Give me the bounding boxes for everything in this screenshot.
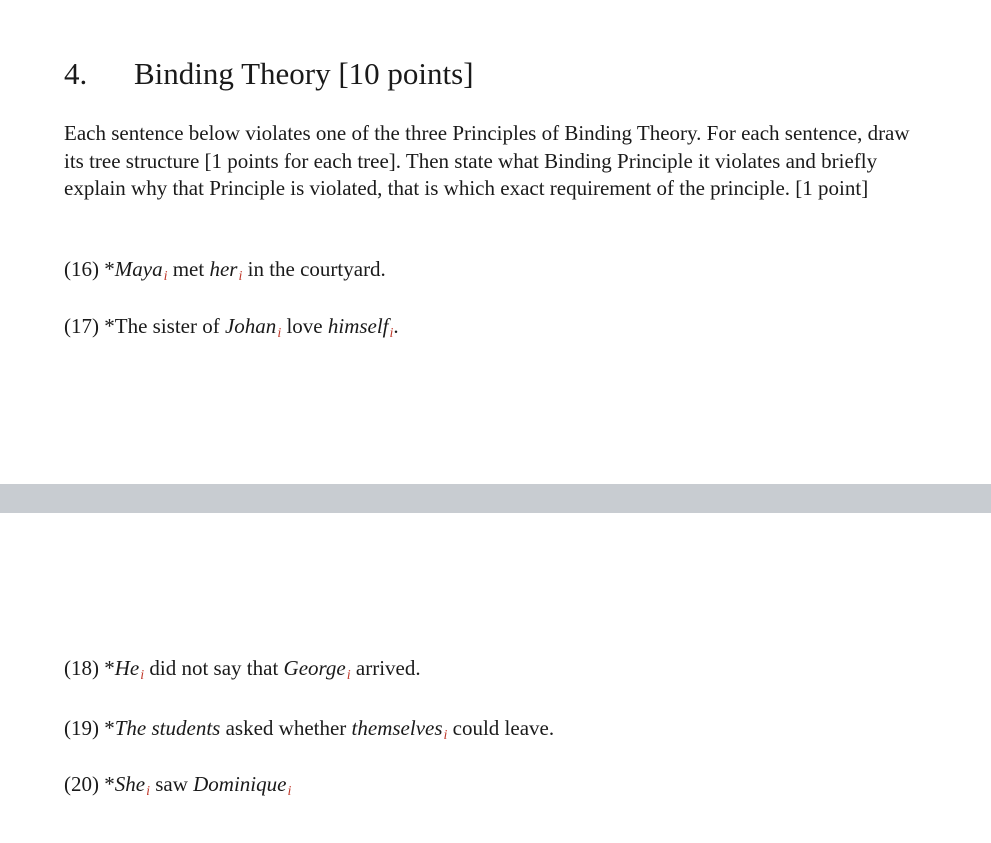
pronoun: He <box>114 656 140 680</box>
example-17 <box>64 312 399 344</box>
text-segment: asked whether <box>220 716 352 740</box>
index-subscript: i <box>287 784 292 799</box>
text-segment: could leave. <box>447 716 555 740</box>
text-segment: met <box>167 257 210 281</box>
antecedent: Johan <box>224 314 277 338</box>
antecedent: The students <box>114 716 221 740</box>
example-label: (17) * <box>64 314 115 338</box>
section-number: 4. <box>64 56 88 91</box>
pronoun: her <box>209 257 238 281</box>
text-segment: arrived. <box>350 656 421 680</box>
text-segment: in the courtyard. <box>242 257 386 281</box>
text-segment: saw <box>149 772 194 796</box>
index-subscript: i <box>140 668 145 683</box>
text-segment: . <box>393 314 399 338</box>
example-label: (16) * <box>64 257 115 281</box>
section-title: Binding Theory [10 points] <box>134 56 474 91</box>
example-label: (20) * <box>64 772 115 796</box>
instructions-paragraph: Each sentence below violates one of the three Principles of Binding Theory. For each sentence, draw its tree structure [1 points for each tree]. Then state what Binding Principle it violates and briefly explain why that Principle is violated, that is which exact requirement of the principle. [1 point] <box>64 121 910 200</box>
example-16 <box>64 255 386 287</box>
example-label: (19) * <box>64 716 115 740</box>
pronoun: She <box>114 772 146 796</box>
index-subscript: i <box>146 784 150 799</box>
index-subscript: i <box>346 668 351 683</box>
section-heading <box>64 54 474 94</box>
reflexive: himself <box>327 314 389 338</box>
example-label: (18) * <box>64 656 115 680</box>
index-subscript: i <box>163 269 168 284</box>
index-subscript: i <box>277 326 282 341</box>
reflexive: themselves <box>351 716 443 740</box>
r-expression: Dominique <box>193 772 287 796</box>
index-subscript: i <box>443 728 448 743</box>
example-18 <box>64 654 421 686</box>
text-segment: love <box>281 314 328 338</box>
example-19 <box>64 714 554 746</box>
index-subscript: i <box>238 269 243 284</box>
r-expression: George <box>283 656 346 680</box>
text-segment: The sister of <box>114 314 225 338</box>
example-20 <box>64 770 291 802</box>
page-separator <box>0 484 991 513</box>
index-subscript: i <box>389 326 394 341</box>
antecedent: Maya <box>114 257 163 281</box>
text-segment: did not say that <box>144 656 284 680</box>
